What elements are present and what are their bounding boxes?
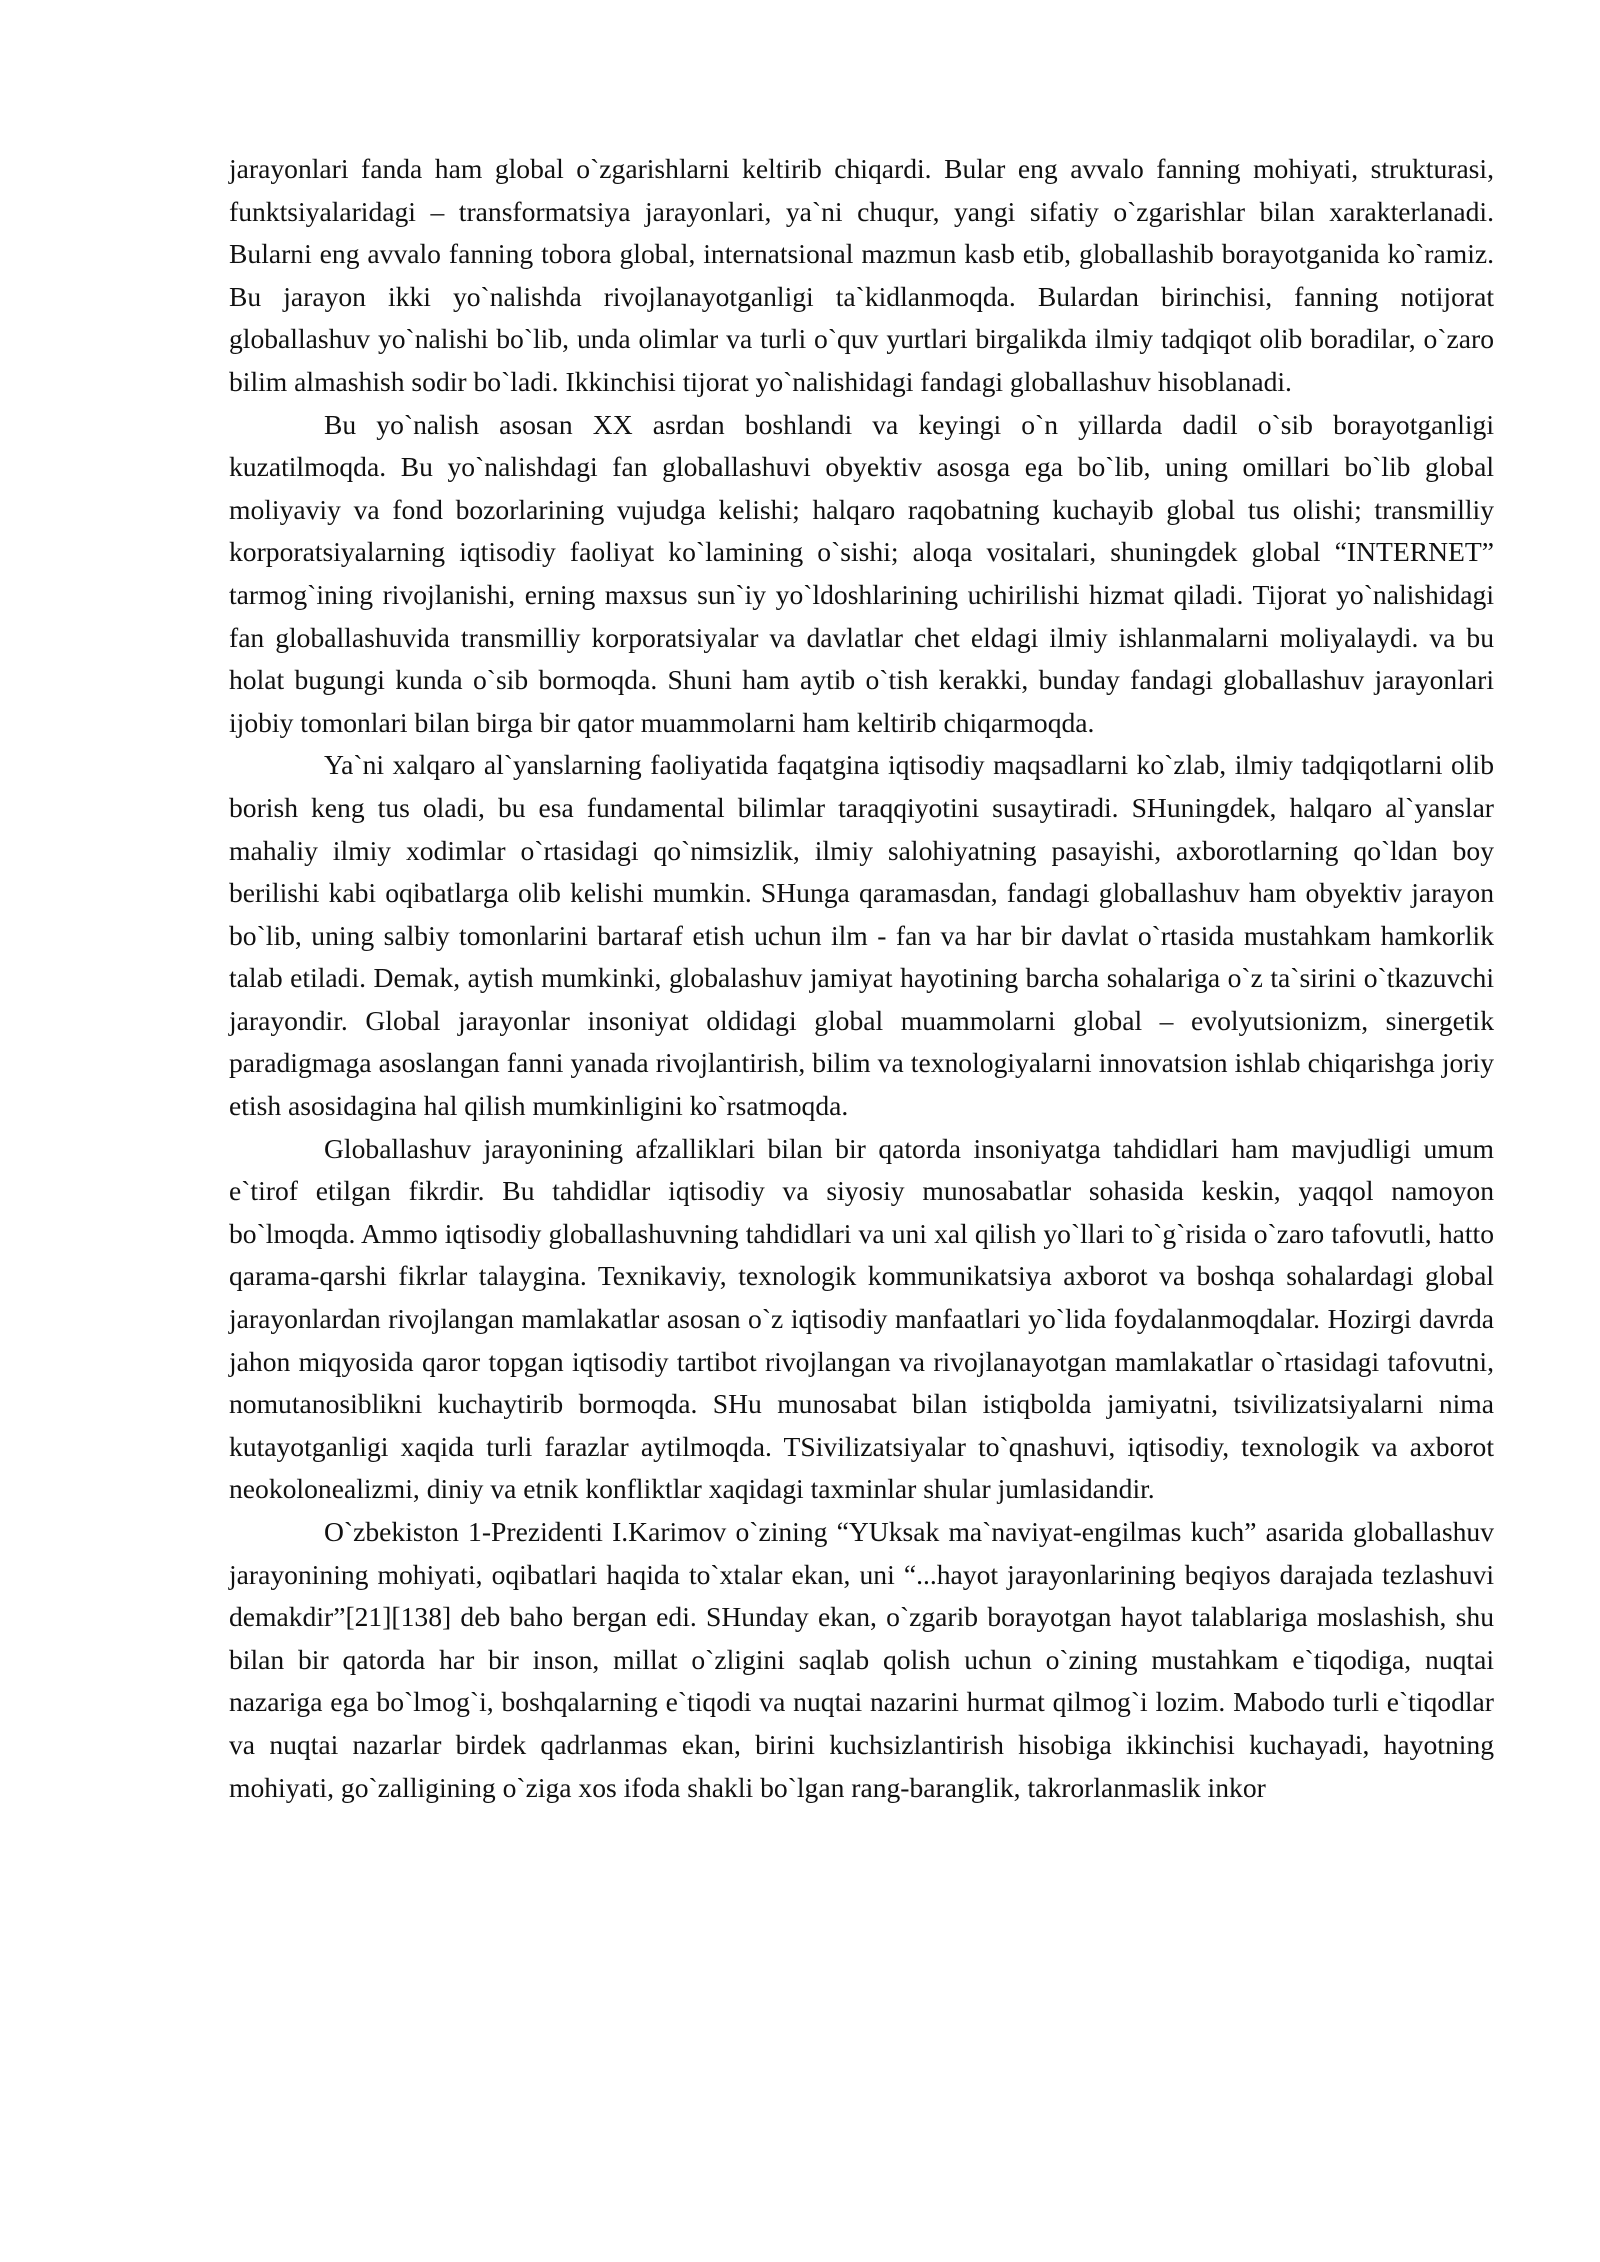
paragraph-4: Globallashuv jarayonining afzalliklari bilan bir qatorda insoniyatga tahdidlari ham mavjudligi umum e`tirof etilgan fikrdir. Bu tahdidlar iqtisodiy va siyosiy munosabatlar sohasida keskin, yaqqol namoyon bo`lmoqda. Ammo iqtisodiy globallashuvning tahdidlari va uni xal qilish yo`llari to`g`risida o`zaro tafovutli, hatto qarama-qarshi fikrlar talaygina. Texnikaviy, texnologik kommunikatsiya axborot va boshqa sohalardagi global jarayonlardan rivojlangan mamlakatlar asosan o`z iqtisodiy manfaatlari yo`lida foydalanmoqdalar. Hozirgi davrda jahon miqyosida qaror topgan iqtisodiy tartibot rivojlangan va rivojlanayotgan mamlakatlar o`rtasidagi tafovutni, nomutanosiblikni kuchaytirib bormoqda. SHu munosabat bilan istiqbolda jamiyatni, tsivilizatsiyalarni nima kutayotganligi xaqida turli farazlar aytilmoqda. TSivilizatsiyalar to`qnashuvi, iqtisodiy, texnologik va axborot neokolonealizmi, diniy va etnik konfliktlar xaqidagi taxminlar shular jumlasidandir. bbox=[229, 1132, 1494, 1505]
document-body bbox=[229, 148, 1494, 1809]
paragraph-1: jarayonlari fanda ham global o`zgarishlarni keltirib chiqardi. Bular eng avvalo fanning mohiyati, strukturasi, funktsiyalaridagi – transformatsiya jarayonlari, ya`ni chuqur, yangi sifatiy o`zgarishlar bilan xarakterlanadi. Bularni eng avvalo fanning tobora global, internatsional mazmun kasb etib, globallashib borayotganida ko`ramiz. Bu jarayon ikki yo`nalishda rivojlanayotganligi ta`kidlanmoqda. Bulardan birinchisi, fanning notijorat globallashuv yo`nalishi bo`lib, unda olimlar va turli o`quv yurtlari birgalikda ilmiy tadqiqot olib boradilar, o`zaro bilim almashish sodir bo`ladi. Ikkinchisi tijorat yo`nalishidagi fandagi globallashuv hisoblanadi. bbox=[229, 153, 1494, 397]
paragraph-5: O`zbekiston 1-Prezidenti I.Karimov o`zining “YUksak ma`naviyat-engilmas kuch” asarida globallashuv jarayonining mohiyati, oqibatlari haqida to`xtalar ekan, uni “...hayot jarayonlarining beqiyos darajada tezlashuvi demakdir”[21][138] deb baho bergan edi. SHunday ekan, o`zgarib borayotgan hayot talablariga moslashish, shu bilan bir qatorda har bir inson, millat o`zligini saqlab qolish uchun o`zining mustahkam e`tiqodiga, nuqtai nazariga ega bo`lmog`i, boshqalarning e`tiqodi va nuqtai nazarini hurmat qilmog`i lozim. Mabodo turli e`tiqodlar va nuqtai nazarlar birdek qadrlanmas ekan, birini kuchsizlantirish hisobiga ikkinchisi kuchayadi, hayotning mohiyati, go`zalligining o`ziga xos ifoda shakli bo`lgan rang-baranglik, takrorlanmaslik inkor bbox=[229, 1516, 1494, 1803]
paragraph-3: Ya`ni xalqaro al`yanslarning faoliyatida faqatgina iqtisodiy maqsadlarni ko`zlab, ilmiy tadqiqotlarni olib borish keng tus oladi, bu esa fundamental bilimlar taraqqiyotini susaytiradi. SHuningdek, halqaro al`yanslar mahaliy ilmiy xodimlar o`rtasidagi qo`nimsizlik, ilmiy salohiyatning pasayishi, axborotlarning qo`ldan boy berilishi kabi oqibatlarga olib kelishi mumkin. SHunga qaramasdan, fandagi globallashuv ham obyektiv jarayon bo`lib, uning salbiy tomonlarini bartaraf etish uchun ilm - fan va har bir davlat o`rtasida mustahkam hamkorlik talab etiladi. Demak, aytish mumkinki, globalashuv jamiyat hayotining barcha sohalariga o`z ta`sirini o`tkazuvchi jarayondir. Global jarayonlar insoniyat oldidagi global muammolarni global – evolyutsionizm, sinergetik paradigmaga asoslangan fanni yanada rivojlantirish, bilim va texnologiyalarni innovatsion ishlab chiqarishga joriy etish asosidagina hal qilish mumkinligini ko`rsatmoqda. bbox=[229, 749, 1494, 1122]
paragraph-2: Bu yo`nalish asosan XX asrdan boshlandi va keyingi o`n yillarda dadil o`sib borayotganligi kuzatilmoqda. Bu yo`nalishdagi fan globallashuvi obyektiv asosga ega bo`lib, uning omillari bo`lib global moliyaviy va fond bozorlarining vujudga kelishi; halqaro raqobatning kuchayib global tus olishi; transmilliy korporatsiyalarning iqtisodiy faoliyat ko`lamining o`sishi; aloqa vositalari, shuningdek global “INTERNET” tarmog`ining rivojlanishi, erning maxsus sun`iy yo`ldoshlarining uchirilishi hizmat qiladi. Tijorat yo`nalishidagi fan globallashuvida transmilliy korporatsiyalar va davlatlar chet eldagi ilmiy ishlanmalarni moliyalaydi. va bu holat bugungi kunda o`sib bormoqda. Shuni ham aytib o`tish kerakki, bunday fandagi globallashuv jarayonlari ijobiy tomonlari bilan birga bir qator muammolarni ham keltirib chiqarmoqda. bbox=[229, 408, 1494, 738]
